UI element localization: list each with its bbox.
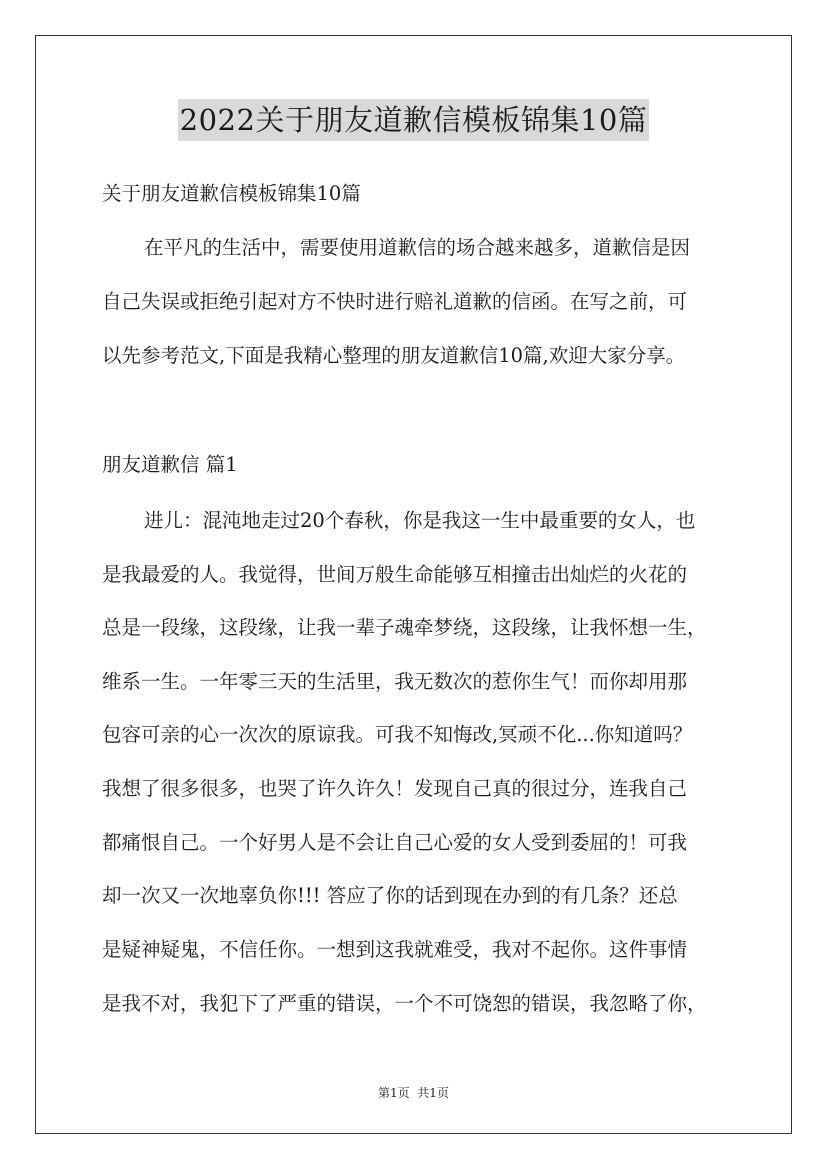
intro-line-3: 以先参考范文,下面是我精心整理的朋友道歉信10篇,欢迎大家分享。 bbox=[102, 344, 686, 367]
document-subtitle: 关于朋友道歉信模板锦集10篇 bbox=[102, 182, 361, 205]
title-container bbox=[0, 99, 827, 141]
page-number-label: 第1页 共1页 bbox=[378, 1086, 449, 1100]
page-footer bbox=[0, 1085, 827, 1101]
body-line-3: 总是一段缘，这段缘，让我一辈子魂牵梦绕，这段缘，让我怀想一生， bbox=[102, 616, 707, 639]
body-line-6: 我想了很多很多，也哭了许久许久！发现自己真的很过分，连我自己 bbox=[102, 777, 688, 800]
body-line-2: 是我最爱的人。我觉得，世间万般生命能够互相撞击出灿烂的火花的 bbox=[102, 563, 688, 586]
section-heading: 朋友道歉信 篇1 bbox=[102, 453, 238, 476]
intro-line-1: 在平凡的生活中，需要使用道歉信的场合越来越多，道歉信是因 bbox=[144, 236, 691, 259]
body-line-1: 进儿：混沌地走过20个春秋，你是我这一生中最重要的女人，也 bbox=[144, 509, 696, 532]
document-title: 2022关于朋友道歉信模板锦集10篇 bbox=[178, 99, 650, 141]
body-line-7: 都痛恨自己。一个好男人是不会让自己心爱的女人受到委屈的！可我 bbox=[102, 831, 688, 854]
body-line-4: 维系一生。一年零三天的生活里，我无数次的惹你生气！而你却用那 bbox=[102, 670, 688, 693]
body-line-5: 包容可亲的心一次次的原谅我。可我不知悔改,冥顽不化...你知道吗？ bbox=[102, 723, 693, 746]
body-line-9: 是疑神疑鬼，不信任你。一想到这我就难受，我对不起你。这件事情 bbox=[102, 938, 688, 961]
intro-line-2: 自己失误或拒绝引起对方不快时进行赔礼道歉的信函。在写之前，可 bbox=[102, 290, 688, 313]
body-line-8: 却一次又一次地辜负你!!! 答应了你的话到现在办到的有几条？还总 bbox=[102, 884, 678, 907]
body-line-10: 是我不对，我犯下了严重的错误，一个不可饶恕的错误，我忽略了你， bbox=[102, 992, 707, 1015]
